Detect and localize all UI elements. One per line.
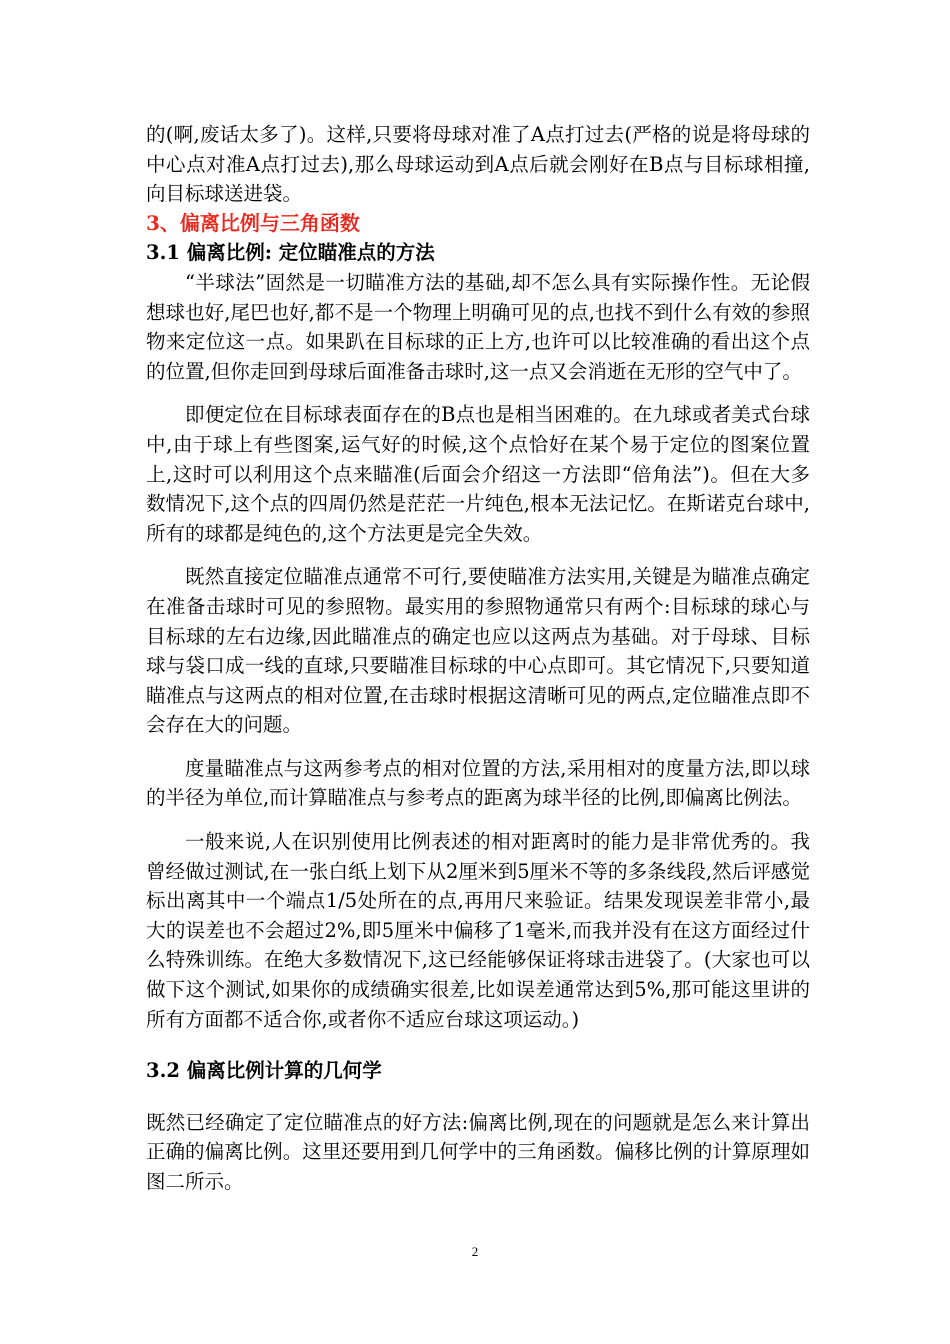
page-number: 2 bbox=[471, 1244, 479, 1259]
paragraph-geometry: 既然已经确定了定位瞄准点的好方法:偏离比例,现在的问题就是怎么来计算出正确的偏离比例。这里还要用到几何学中的三角函数。偏移比例的计算原理如图二所示。 bbox=[146, 1110, 810, 1193]
section-heading-3: 3、偏离比例与三角函数 bbox=[146, 210, 360, 235]
subsection-heading-3-2: 3.2 偏离比例计算的几何学 bbox=[146, 1059, 382, 1083]
paragraph-ratio-ability: 一般来说,人在识别使用比例表述的相对距离时的能力是非常优秀的。我曾经做过测试,在一张白纸上划下从2厘米到5厘米不等的多条线段,然后评感觉标出离其中一个端点1/5处所在的点,再用尺来验证。结果发现误差非常小,最大的误差也不会超过2%,即5厘米中偏移了1毫米,而我并没有在这方面经过什么特殊训练。在绝大多数情况下,这已经能够保证将球击进袋了。(大家也可以做下这个测试,如果你的成绩确实很差,比如误差通常达到5%,那可能这里讲的所有方面都不适合你,或者你不适应台球这项运动。) bbox=[146, 830, 810, 1031]
document-body bbox=[146, 120, 810, 1197]
paragraph-measure: 度量瞄准点与这两参考点的相对位置的方法,采用相对的度量方法,即以球的半径为单位,而计算瞄准点与参考点的距离为球半径的比例,即偏离比例法。 bbox=[146, 756, 810, 810]
subsection-heading-3-1: 3.1 偏离比例: 定位瞄准点的方法 bbox=[146, 241, 435, 265]
paragraph-point-b: 即便定位在目标球表面存在的B点也是相当困难的。在九球或者美式台球中,由于球上有些图案,运气好的时候,这个点恰好在某个易于定位的图案位置上,这时可以利用这个点来瞄准(后面会介绍这一方法即“倍角法”)。但在大多数情况下,这个点的四周仍然是茫茫一片纯色,根本无法记忆。在斯诺克台球中,所有的球都是纯色的,这个方法更是完全失效。 bbox=[146, 403, 810, 545]
paragraph-continued: 的(啊,废话太多了)。这样,只要将母球对准了A点打过去(严格的说是将母球的中心点对准A点打过去),那么母球运动到A点后就会刚好在B点与目标球相撞,向目标球送进袋。 bbox=[146, 123, 810, 206]
paragraph-half-ball: “半球法”固然是一切瞄准方法的基础,却不怎么具有实际操作性。无论假想球也好,尾巴也好,都不是一个物理上明确可见的点,也找不到什么有效的参照 物来定位这一点。如果趴在目标球的正上方,也许可以比较准确的看出这个点的位置,但你走回到母球后面准备击球时,这一点又会消逝在无形的空气中了。 bbox=[146, 270, 810, 383]
paragraph-reference: 既然直接定位瞄准点通常不可行,要使瞄准方法实用,关键是为瞄准点确定在准备击球时可见的参照物。最实用的参照物通常只有两个:目标球的球心与目标球的左右边缘,因此瞄准点的确定也应以这两点为基础。对于母球、目标球与袋口成一线的直球,只要瞄准目标球的中心点即可。其它情况下,只要知道瞄准点与这两点的相对位置,在击球时根据这清晰可见的两点,定位瞄准点即不会存在大的问题。 bbox=[146, 565, 810, 737]
